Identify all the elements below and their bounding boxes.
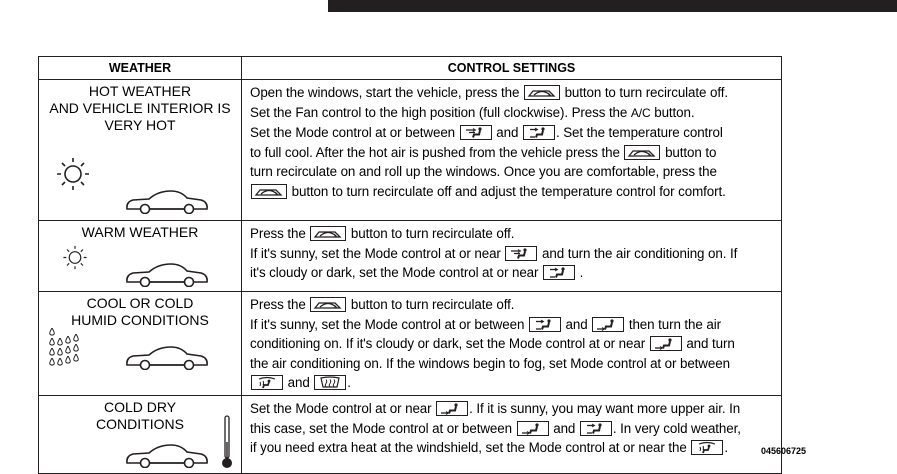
recirculation-icon: [524, 85, 560, 100]
sun-icon: [59, 243, 91, 272]
weather-label: COOL OR COLD HUMID CONDITIONS: [71, 295, 209, 328]
settings-text: Press the: [250, 226, 306, 241]
settings-text: . If it is sunny, you may want more upper air. In: [469, 400, 741, 416]
panel-mode-icon: [505, 246, 537, 261]
weather-cell-warm: [39, 221, 242, 292]
settings-text: button to turn recirculate off.: [350, 226, 515, 241]
settings-text: button to turn recirculate off.: [350, 297, 515, 312]
settings-text: If it's sunny, set the Mode control at or between: [250, 316, 525, 332]
weather-label: WARM WEATHER: [81, 224, 199, 240]
defrost-mode-icon: [314, 375, 346, 390]
settings-text: this case, set the Mode control at or between: [250, 420, 512, 436]
settings-text: turn recirculate on and roll up the windows. Once you are comfortable, press the: [250, 164, 717, 180]
settings-text: . Set the temperature control: [555, 125, 723, 141]
settings-text: and turn the air conditioning on. If: [542, 245, 738, 261]
settings-text: conditioning on. If it's cloudy or dark, set the Mode control at or near: [250, 336, 646, 352]
recirculation-icon: [310, 226, 346, 241]
settings-text: .: [724, 440, 728, 456]
ac-label: A/C: [630, 105, 651, 120]
weather-label: COLD DRY CONDITIONS: [96, 398, 184, 432]
settings-text: the air conditioning on. If the windows begin to fog, set Mode control at or between: [250, 355, 730, 371]
settings-text: button to turn recirculate off.: [564, 85, 728, 100]
panel-mode-icon: [460, 125, 492, 140]
settings-text: .: [579, 265, 584, 281]
weather-label: HOT WEATHER AND VEHICLE INTERIOR IS VERY HOT: [49, 83, 231, 133]
floor-mode-icon: [650, 336, 682, 351]
table-row: [39, 221, 782, 292]
table-header-row: [39, 57, 782, 80]
settings-text: to full cool. After the hot air is pushed from the vehicle press the: [250, 144, 620, 160]
settings-text: Set the Mode control at or between: [250, 125, 456, 141]
settings-text: If it's sunny, set the Mode control at or near: [250, 245, 501, 261]
bilevel-mode-icon: [523, 125, 555, 140]
car-icon: [125, 188, 209, 214]
bilevel-mode-icon: [529, 317, 561, 332]
settings-text: and: [553, 420, 576, 436]
table-row: [39, 292, 782, 396]
settings-text: and: [496, 125, 519, 141]
settings-text: Open the windows, start the vehicle, press the: [250, 85, 520, 100]
floor-mode-icon: [436, 401, 468, 416]
settings-text: it's cloudy or dark, set the Mode control at or near: [250, 265, 539, 281]
control-settings-table: [38, 56, 782, 474]
sun-icon: [51, 154, 95, 194]
settings-cell-humid: [242, 292, 782, 396]
figure-code: 045606725: [761, 446, 807, 456]
car-icon: [125, 344, 209, 370]
settings-text: button.: [654, 104, 695, 120]
floor-mode-icon: [517, 421, 549, 436]
settings-text: button to turn recirculate off and adjust the temperature control for comfort.: [291, 183, 726, 199]
header-control-settings: CONTROL SETTINGS: [242, 57, 782, 80]
settings-text: Set the Fan control to the high position (full clockwise). Press the: [250, 104, 628, 120]
settings-cell-warm: [242, 221, 782, 292]
bilevel-mode-icon: [543, 265, 575, 280]
weather-cell-hot: [39, 80, 242, 221]
settings-text: . In very cold weather,: [612, 420, 741, 436]
table-row: [39, 80, 782, 221]
recirculation-icon: [624, 145, 660, 160]
recirculation-icon: [251, 184, 287, 199]
settings-cell-hot: [242, 80, 782, 221]
bilevel-mode-icon: [580, 421, 612, 436]
car-icon: [125, 442, 209, 468]
raindrops-icon: [47, 326, 87, 372]
top-bar: [328, 0, 897, 12]
recirculation-icon: [310, 297, 346, 312]
settings-text: and: [565, 316, 588, 332]
floor-mode-icon: [592, 317, 624, 332]
settings-text: Set the Mode control at or near: [250, 400, 432, 416]
settings-text: then turn the air: [628, 316, 721, 332]
settings-text: and turn: [686, 336, 735, 352]
settings-text: button to: [665, 144, 717, 160]
mix-mode-icon: [251, 375, 283, 390]
settings-text: and: [287, 375, 310, 391]
settings-text: if you need extra heat at the windshield, set the Mode control at or near the: [250, 440, 687, 456]
settings-text: .: [347, 375, 351, 391]
settings-text: Press the: [250, 297, 306, 312]
mix-mode-icon: [691, 440, 723, 455]
header-weather: WEATHER: [39, 57, 242, 80]
weather-cell-humid: [39, 292, 242, 396]
car-icon: [125, 261, 209, 287]
